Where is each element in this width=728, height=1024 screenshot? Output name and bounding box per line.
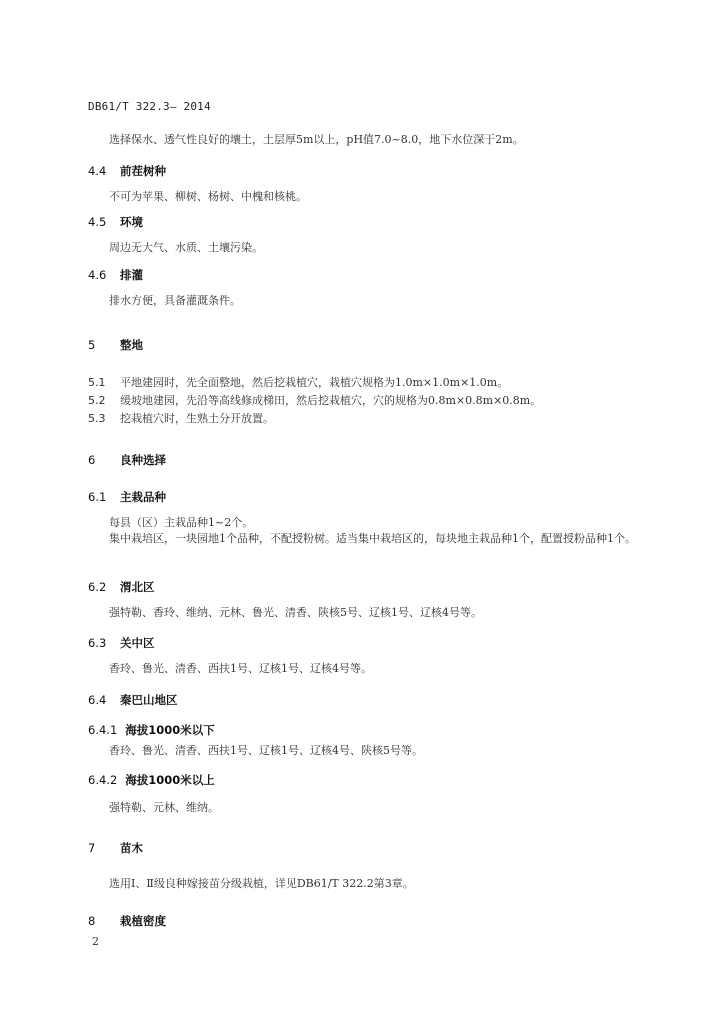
section-number: 4.4 [88,164,107,178]
clause-number: 5.2 [88,394,106,407]
section-heading [88,452,166,468]
section-number: 6.3 [88,636,107,650]
paragraph: 选用Ⅰ、Ⅱ级良种嫁接苗分级栽植，详见DB61/T 322.2第3章。 [109,877,414,890]
section-number: 6.4.1 [88,723,118,737]
section-title: 栽植密度 [120,914,166,928]
paragraph: 每县（区）主栽品种1~2个。 [109,516,254,529]
document-id: DB61/T 322.3— 2014 [88,100,211,113]
clause-text: 缓坡地建园，先沿等高线修成梯田，然后挖栽植穴，穴的规格为0.8m×0.8m×0.8m。 [120,394,542,407]
section-heading [88,913,166,929]
section-heading [88,722,215,738]
section-title: 整地 [120,338,143,352]
section-title: 海拔1000米以上 [125,773,215,787]
paragraph: 强特勒、香玲、维纳、元林、鲁光、清香、陕核5号、辽核1号、辽核4号等。 [109,606,482,619]
section-number: 6.1 [88,490,107,504]
section-title: 海拔1000米以下 [125,723,215,737]
section-title: 良种选择 [120,453,166,467]
section-heading [88,635,155,651]
paragraph: 不可为苹果、柳树、杨树、中槐和核桃。 [109,190,307,203]
clause-number: 5.3 [88,412,106,425]
paragraph: 周边无大气、水质、土壤污染。 [109,241,263,254]
section-heading [88,840,143,856]
section-number: 6 [88,453,96,467]
section-title: 排灌 [120,268,143,282]
section-title: 渭北区 [120,580,155,594]
section-number: 6.2 [88,580,107,594]
paragraph: 香玲、鲁光、清香、西扶1号、辽核1号、辽核4号、陕核5号等。 [109,744,423,757]
section-number: 6.4.2 [88,773,118,787]
section-number: 5 [88,338,96,352]
page-number: 2 [92,935,99,948]
paragraph: 排水方便，具备灌溉条件。 [109,294,241,307]
section-heading [88,489,166,505]
section-heading [88,267,143,283]
section-title: 环境 [120,215,143,229]
section-title: 秦巴山地区 [120,693,178,707]
section-title: 主栽品种 [120,490,166,504]
section-heading [88,692,178,708]
section-number: 6.4 [88,693,107,707]
numbered-clause [88,374,508,390]
clause-text: 平地建园时，先全面整地，然后挖栽植穴，栽植穴规格为1.0m×1.0m×1.0m。 [120,376,509,389]
section-heading [88,214,143,230]
paragraph: 选择保水、透气性良好的壤土，土层厚5m以上，pH值7.0~8.0，地下水位深于2m。 [109,133,524,146]
paragraph: 香玲、鲁光、清香、西扶1号、辽核1号、辽核4号等。 [109,662,372,675]
section-number: 4.5 [88,215,107,229]
section-title: 关中区 [120,636,155,650]
paragraph: 集中栽培区，一块园地1个品种，不配授粉树。适当集中栽培区的，每块地主栽品种1个，配置授粉品种1个。 [109,532,636,545]
clause-text: 挖栽植穴时，生熟土分开放置。 [120,412,274,425]
section-title: 前茬树种 [120,164,166,178]
section-heading [88,163,166,179]
section-heading [88,579,155,595]
section-title: 苗木 [120,841,143,855]
section-number: 4.6 [88,268,107,282]
section-number: 7 [88,841,96,855]
numbered-clause [88,410,274,426]
paragraph: 强特勒、元林、维纳。 [109,801,219,814]
section-heading [88,337,143,353]
section-number: 8 [88,914,96,928]
clause-number: 5.1 [88,376,106,389]
numbered-clause [88,392,541,408]
section-heading [88,772,215,788]
